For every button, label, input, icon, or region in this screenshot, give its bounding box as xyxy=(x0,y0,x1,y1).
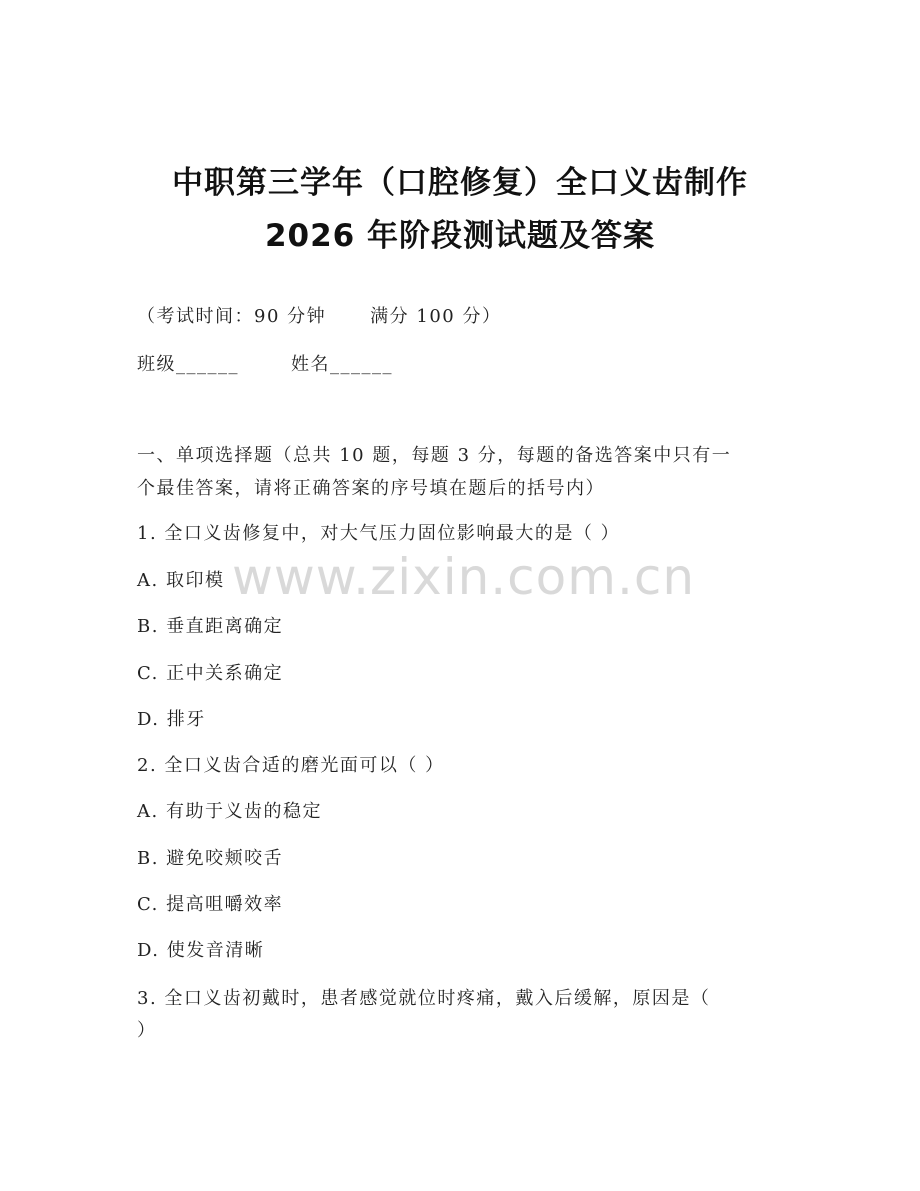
question-2-option-c: C. 提高咀嚼效率 xyxy=(137,894,284,915)
question-2-option-a: A. 有助于义齿的稳定 xyxy=(137,801,322,822)
question-1-option-d: D. 排牙 xyxy=(137,709,206,730)
exam-time: （考试时间：90 分钟 xyxy=(137,306,327,327)
section-heading-line-2: 个最佳答案，请将正确答案的序号填在题后的括号内） xyxy=(137,478,605,499)
document-title-line-2: 2026 年阶段测试题及答案 xyxy=(264,218,656,254)
question-3-stem-line-1: 3. 全口义齿初戴时，患者感觉就位时疼痛，戴入后缓解，原因是（ xyxy=(137,988,711,1009)
document-title-line-1: 中职第三学年（口腔修复）全口义齿制作 xyxy=(172,165,748,201)
section-heading-line-1: 一、单项选择题（总共 10 题，每题 3 分，每题的备选答案中只有一 xyxy=(137,445,732,466)
watermark: www.zixin.com.cn xyxy=(232,548,696,606)
exam-info-line xyxy=(137,302,501,328)
question-1-option-c: C. 正中关系确定 xyxy=(137,663,284,684)
question-3-stem-line-2: ） xyxy=(137,1020,157,1041)
question-2-stem: 2. 全口义齿合适的磨光面可以（ ） xyxy=(137,755,445,776)
question-1-stem: 1. 全口义齿修复中，对大气压力固位影响最大的是（ ） xyxy=(137,523,621,544)
question-2-option-b: B. 避免咬颊咬舌 xyxy=(137,848,284,869)
question-2-option-d: D. 使发音清晰 xyxy=(137,940,265,961)
question-1-option-b: B. 垂直距离确定 xyxy=(137,616,284,637)
question-1-option-a: A. 取印模 xyxy=(137,570,225,591)
name-label: 姓名______ xyxy=(291,354,393,375)
student-info-line xyxy=(137,350,393,376)
class-label: 班级______ xyxy=(137,354,239,375)
full-score: 满分 100 分） xyxy=(370,306,502,327)
